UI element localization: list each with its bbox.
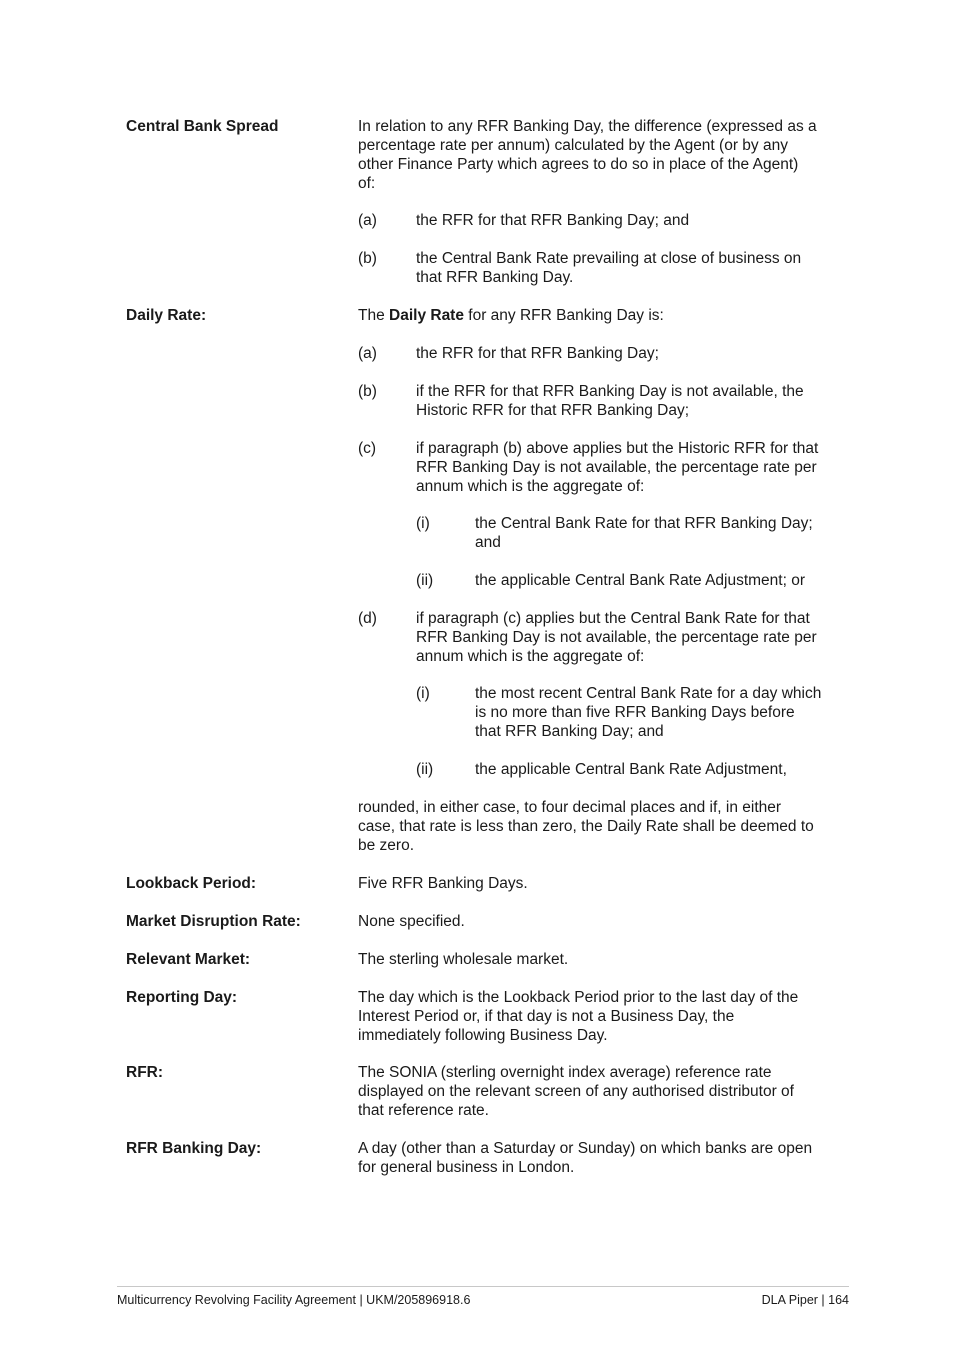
list-marker: (b) bbox=[358, 250, 377, 267]
closing-line: be zero. bbox=[358, 837, 415, 854]
definition-line: A day (other than a Saturday or Sunday) on which banks are open bbox=[358, 1140, 813, 1157]
list-item-line: the RFR for that RFR Banking Day; and bbox=[416, 212, 690, 229]
sublist-item-line: the Central Bank Rate for that RFR Banking Day; bbox=[475, 515, 813, 532]
term-lookback-period: Lookback Period: bbox=[126, 875, 257, 892]
term-relevant-market: Relevant Market: bbox=[126, 951, 251, 968]
list-item-line: that RFR Banking Day. bbox=[416, 269, 574, 286]
intro-text: for any RFR Banking Day is: bbox=[463, 307, 664, 324]
list-item-line: the RFR for that RFR Banking Day; bbox=[416, 345, 659, 362]
definition-line: displayed on the relevant screen of any authorised distributor of bbox=[358, 1083, 794, 1100]
definition-line: percentage rate per annum) calculated by the Agent (or by any bbox=[358, 137, 788, 154]
definition-line: In relation to any RFR Banking Day, the difference (expressed as a bbox=[358, 118, 817, 135]
sublist-item-line: the applicable Central Bank Rate Adjustment, bbox=[475, 761, 787, 778]
list-item-line: Historic RFR for that RFR Banking Day; bbox=[416, 402, 690, 419]
definition-line: other Finance Party which agrees to do so in place of the Agent) bbox=[358, 156, 799, 173]
definition-line: that reference rate. bbox=[358, 1102, 489, 1119]
sublist-item-line: and bbox=[475, 534, 501, 551]
sublist-marker: (ii) bbox=[416, 761, 434, 778]
definition-line: None specified. bbox=[358, 913, 465, 930]
definition-line: The SONIA (sterling overnight index average) reference rate bbox=[358, 1064, 772, 1081]
sublist-marker: (i) bbox=[416, 515, 430, 532]
list-item-line: annum which is the aggregate of: bbox=[416, 478, 645, 495]
footer-divider bbox=[117, 1286, 849, 1287]
term-rfr: RFR: bbox=[126, 1064, 164, 1081]
list-marker: (c) bbox=[358, 440, 377, 457]
list-item-line: if paragraph (c) applies but the Central Bank Rate for that bbox=[416, 610, 810, 627]
definition-line: for general business in London. bbox=[358, 1159, 575, 1176]
list-marker: (b) bbox=[358, 383, 377, 400]
sublist-item-line: is no more than five RFR Banking Days before bbox=[475, 704, 795, 721]
footer-page-number: DLA Piper | 164 bbox=[761, 1293, 849, 1307]
definition-line: The day which is the Lookback Period prior to the last day of the bbox=[358, 989, 799, 1006]
list-item-line: RFR Banking Day is not available, the percentage rate per bbox=[416, 629, 817, 646]
term-market-disruption-rate: Market Disruption Rate: bbox=[126, 913, 301, 930]
definition-line: immediately following Business Day. bbox=[358, 1027, 608, 1044]
definition-line: of: bbox=[358, 175, 376, 192]
definition-line: Five RFR Banking Days. bbox=[358, 875, 528, 892]
list-marker: (a) bbox=[358, 345, 377, 362]
daily-rate-intro bbox=[358, 306, 664, 325]
term-rfr-banking-day: RFR Banking Day: bbox=[126, 1140, 262, 1157]
sublist-item-line: that RFR Banking Day; and bbox=[475, 723, 664, 740]
term-reporting-day: Reporting Day: bbox=[126, 989, 238, 1006]
definition-line: Interest Period or, if that day is not a Business Day, the bbox=[358, 1008, 735, 1025]
list-item-line: the Central Bank Rate prevailing at close of business on bbox=[416, 250, 802, 267]
closing-line: rounded, in either case, to four decimal places and if, in either bbox=[358, 799, 782, 816]
list-item-line: RFR Banking Day is not available, the percentage rate per bbox=[416, 459, 817, 476]
intro-bold-term: Daily Rate bbox=[389, 307, 464, 324]
list-item-line: if the RFR for that RFR Banking Day is not available, the bbox=[416, 383, 804, 400]
list-item-line: if paragraph (b) above applies but the Historic RFR for that bbox=[416, 440, 819, 457]
sublist-item-line: the most recent Central Bank Rate for a day which bbox=[475, 685, 822, 702]
term-central-bank-spread: Central Bank Spread bbox=[126, 118, 279, 135]
closing-line: case, that rate is less than zero, the Daily Rate shall be deemed to bbox=[358, 818, 814, 835]
term-daily-rate: Daily Rate: bbox=[126, 307, 207, 324]
intro-text: The bbox=[358, 307, 390, 324]
list-item-line: annum which is the aggregate of: bbox=[416, 648, 645, 665]
definition-line: The sterling wholesale market. bbox=[358, 951, 569, 968]
sublist-item-line: the applicable Central Bank Rate Adjustment; or bbox=[475, 572, 805, 589]
footer-document-reference: Multicurrency Revolving Facility Agreement | UKM/205896918.6 bbox=[117, 1293, 471, 1307]
sublist-marker: (ii) bbox=[416, 572, 434, 589]
sublist-marker: (i) bbox=[416, 685, 430, 702]
list-marker: (a) bbox=[358, 212, 377, 229]
list-marker: (d) bbox=[358, 610, 377, 627]
